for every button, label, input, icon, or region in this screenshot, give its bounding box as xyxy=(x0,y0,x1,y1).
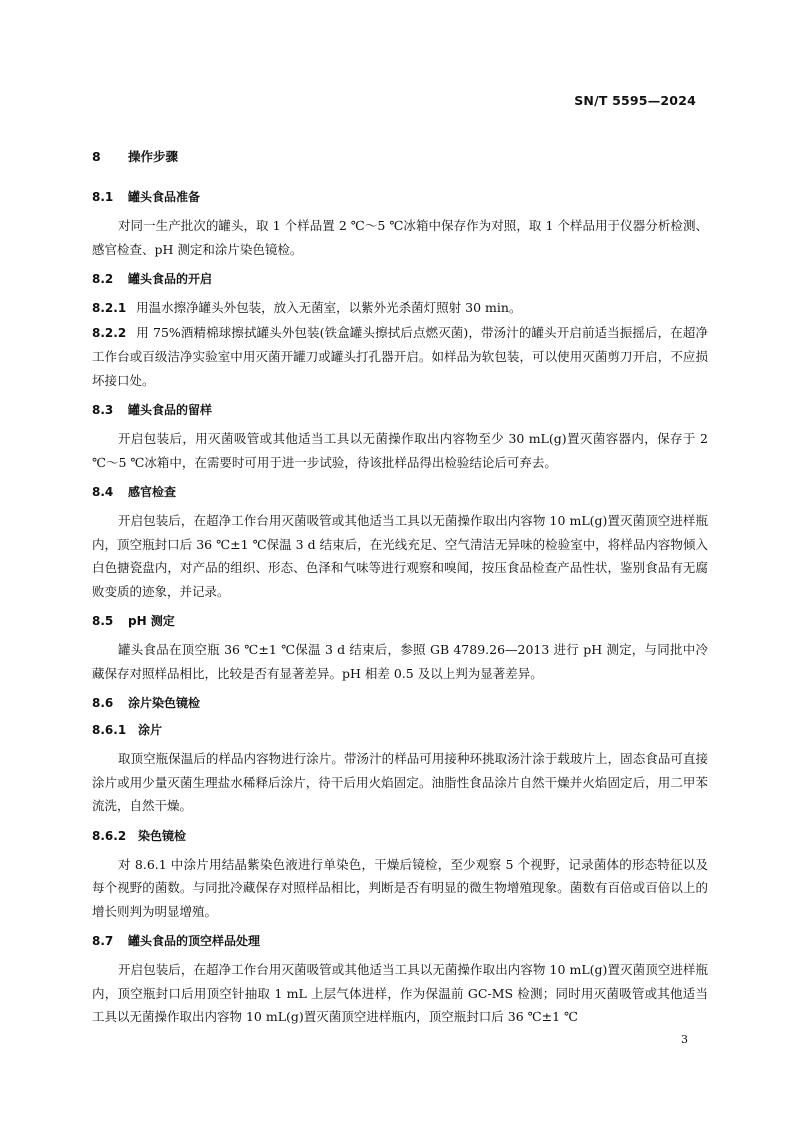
subsection-title: 罐头食品的开启 xyxy=(128,272,213,286)
subsection-title: 罐头食品准备 xyxy=(128,190,201,204)
subsection-title: 罐头食品的顶空样品处理 xyxy=(128,934,261,948)
subsection-number: 8.6.2 xyxy=(92,828,127,843)
subsection-number: 8.5 xyxy=(92,614,114,628)
subsection-number: 8.4 xyxy=(92,485,114,499)
subsection-title: 染色镜检 xyxy=(138,828,187,843)
clause-number: 8.2.2 xyxy=(92,325,127,340)
subsection-number: 8.2 xyxy=(92,272,114,286)
paragraph-8-4: 开启包装后，在超净工作台用灭菌吸管或其他适当工具以无菌操作取出内容物 10 mL(g)置灭菌顶空进样瓶内，顶空瓶封口后 36 ℃±1 ℃保温 3 d 结束后，在光线充足、空气清洁无异味的检验室中，将样品内容物倾入白色搪瓷盘内，对产品的组织、形态、色泽和气味等进行观察和嗅闻，按压食品检查产品性状，鉴别食品有无腐败变质的迹象，并记录。 xyxy=(92,513,708,599)
subsection-number: 8.3 xyxy=(92,403,114,417)
clause-8-2-2 xyxy=(92,321,708,393)
subsection-heading-8-1 xyxy=(92,187,708,207)
subsection-heading-8-6-2 xyxy=(92,826,708,846)
section-title xyxy=(92,147,708,167)
clause-text: 用 75%酒精棉球擦拭罐头外包装(铁盒罐头擦拭后点燃灭菌)，带汤汁的罐头开启前适当振摇后，在超净工作台或百级洁净实验室中用灭菌开罐刀或罐头打孔器开启。如样品为软包装，可以使用灭菌剪刀开启，不应损坏接口处。 xyxy=(92,324,708,388)
section-number: 8 xyxy=(92,149,101,164)
paragraph-8-5: 罐头食品在顶空瓶 36 ℃±1 ℃保温 3 d 结束后，参照 GB 4789.26—2013 进行 pH 测定，与同批中冷藏保存对照样品相比，比较是否有显著差异。pH 相差 0.5 及以上判为显著差异。 xyxy=(92,642,708,681)
subsection-heading-8-3 xyxy=(92,400,708,420)
subsection-title: 涂片 xyxy=(138,723,163,737)
subsection-number: 8.1 xyxy=(92,190,114,204)
subsection-heading-8-6-1 xyxy=(92,720,708,740)
standard-number: SN/T 5595—2024 xyxy=(574,93,696,108)
subsection-title: 涂片染色镜检 xyxy=(128,696,201,710)
subsection-title: pH 测定 xyxy=(128,614,175,628)
paragraph-8-6-2: 对 8.6.1 中涂片用结晶紫染色液进行单染色，干燥后镜检，至少观察 5 个视野，记录菌体的形态特征以及每个视野的菌数。与同批冷藏保存对照样品相比，判断是否有明显的微生物增殖现象。菌数有百倍或百倍以上的增长则判为明显增殖。 xyxy=(92,856,708,919)
subsection-heading-8-2 xyxy=(92,269,708,289)
subsection-heading-8-5 xyxy=(92,611,708,631)
subsection-number: 8.7 xyxy=(92,934,114,948)
document-body xyxy=(92,147,708,1037)
subsection-title: 感官检查 xyxy=(128,485,177,499)
subsection-heading-8-7 xyxy=(92,931,708,951)
clause-8-2-1 xyxy=(92,296,708,321)
paragraph-8-6-1: 取顶空瓶保温后的样品内容物进行涂片。带汤汁的样品可用接种环挑取汤汁涂于载玻片上，固态食品可直接涂片或用少量灭菌生理盐水稀释后涂片，待干后用火焰固定。油脂性食品涂片自然干燥并火焰固定后，用二甲苯流洗，自然干燥。 xyxy=(92,751,708,813)
paragraph-8-7: 开启包装后，在超净工作台用灭菌吸管或其他适当工具以无菌操作取出内容物 10 mL(g)置灭菌顶空进样瓶内，顶空瓶封口后用顶空针抽取 1 mL 上层气体进样，作为保温前 GC-MS 检测；同时用灭菌吸管或其他适当工具以无菌操作取出内容物 10 mL(g)置灭菌顶空进样瓶内，顶空瓶封口后 36 ℃±1 ℃ xyxy=(92,962,708,1024)
paragraph-8-3: 开启包装后，用灭菌吸管或其他适当工具以无菌操作取出内容物至少 30 mL(g)置灭菌容器内，保存于 2 ℃～5 ℃冰箱中，在需要时可用于进一步试验，待该批样品得出检验结论后可弃去。 xyxy=(92,431,708,470)
subsection-heading-8-6 xyxy=(92,693,708,713)
clause-number: 8.2.1 xyxy=(92,301,127,315)
subsection-title: 罐头食品的留样 xyxy=(128,403,213,417)
page-number: 3 xyxy=(681,1033,688,1046)
subsection-heading-8-4 xyxy=(92,482,708,502)
subsection-number: 8.6.1 xyxy=(92,723,127,737)
clause-text: 用温水擦净罐头外包装，放入无菌室，以紫外光杀菌灯照射 30 min。 xyxy=(136,300,522,315)
section-title-text: 操作步骤 xyxy=(128,149,179,164)
paragraph-8-1: 对同一生产批次的罐头，取 1 个样品置 2 ℃～5 ℃冰箱中保存作为对照，取 1 个样品用于仪器分析检测、感官检查、pH 测定和涂片染色镜检。 xyxy=(92,218,708,257)
subsection-number: 8.6 xyxy=(92,696,114,710)
